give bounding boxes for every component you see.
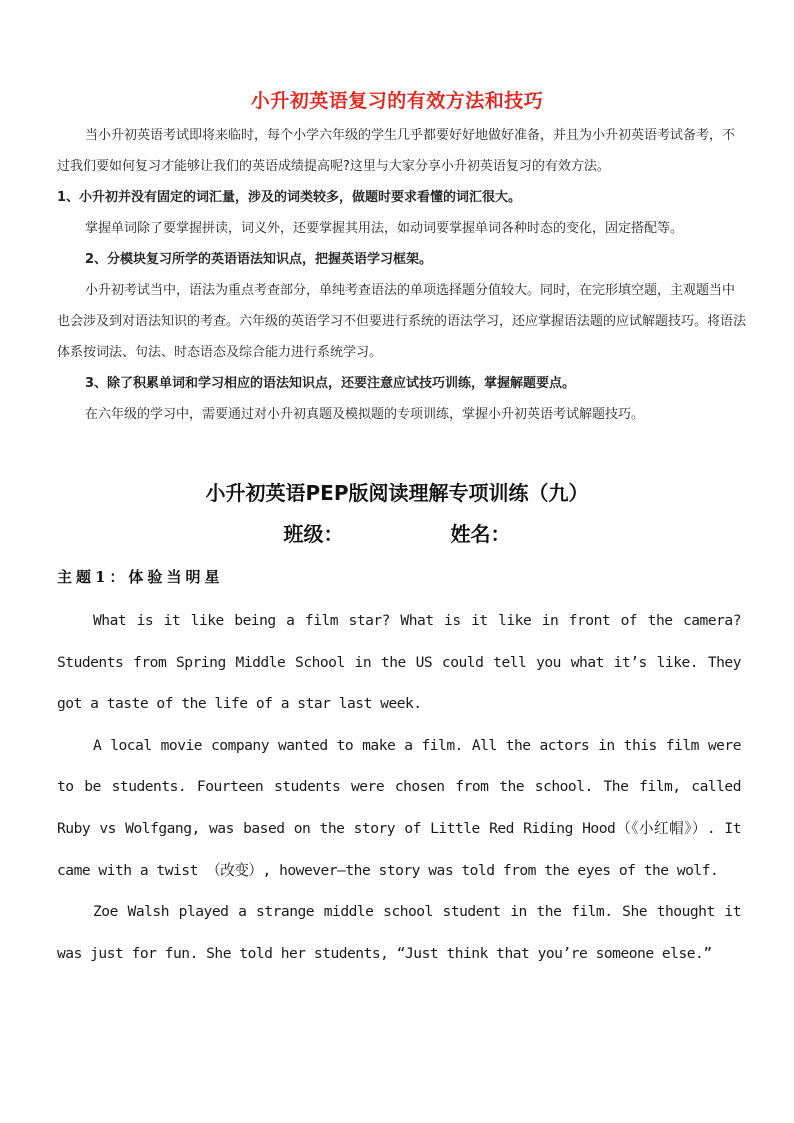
- tip-heading-1: 1、小升初并没有固定的词汇量，涉及的词类较多，做题时要求看懂的词汇很大。: [57, 190, 522, 205]
- intro-paragraph: 当小升初英语考试即将来临时，每个小学六年级的学生几乎都要好好地做好准备，并且为小升初英语考试备考，不过我们要如何复习才能够让我们的英语成绩提高呢?这里与大家分享小升初英语复习的有效方法。: [57, 128, 736, 174]
- exercise-title: 小升初英语PEP版阅读理解专项训练（九）: [205, 481, 589, 505]
- intro-section: [57, 120, 747, 430]
- student-info-fields: [0, 518, 794, 547]
- name-label: 姓名：: [450, 522, 511, 546]
- tip-heading-3: 3、除了积累单词和学习相应的语法知识点，还要注意应试技巧训练，掌握解题要点。: [85, 376, 576, 391]
- passage-paragraph: Zoe Walsh played a strange middle school student in the film. She thought it was just for fun. She told her students, “Just think that you’re someone else.”: [57, 903, 741, 962]
- passage-paragraph: A local movie company wanted to make a film. All the actors in this film were to be students. Fourteen students were chosen from the school. The film, called Ruby vs Wolfgang, was based on the story of Little Red Riding Hood（《小红帽》）. It came with a twist （改变）, however—the story was told from the eyes of the wolf.: [57, 736, 741, 879]
- tip-heading-2: 2、分模块复习所学的英语语法知识点，把握英语学习框架。: [85, 252, 433, 267]
- topic-heading: 主题1：体验当明星: [57, 568, 224, 586]
- passage-paragraph: What is it like being a film star? What is it like in front of the camera? Students from Spring Middle School in the US could tell you what it’s like. They got a taste of the life of a star last week.: [57, 612, 741, 713]
- tip-detail-3: 在六年级的学习中，需要通过对小升初真题及模拟题的专项训练，掌握小升初英语考试解题技巧。: [85, 407, 645, 422]
- tip-detail-1: 掌握单词除了要掌握拼读，词义外，还要掌握其用法，如动词要掌握单词各种时态的变化，固定搭配等。: [85, 221, 684, 236]
- tip-detail-2: 小升初考试当中，语法为重点考查部分，单纯考查语法的单项选择题分值较大。同时，在完形填空题，主观题当中也会涉及到对语法知识的考查。六年级的英语学习不但要进行系统的语法学习，还应掌握语法题的应试解题技巧。将语法体系按词法、句法、时态语态及综合能力进行系统学习。: [57, 283, 747, 360]
- class-label: 班级：: [283, 522, 344, 546]
- article-title: 小升初英语复习的有效方法和技巧: [250, 90, 544, 112]
- reading-passage: [57, 600, 741, 974]
